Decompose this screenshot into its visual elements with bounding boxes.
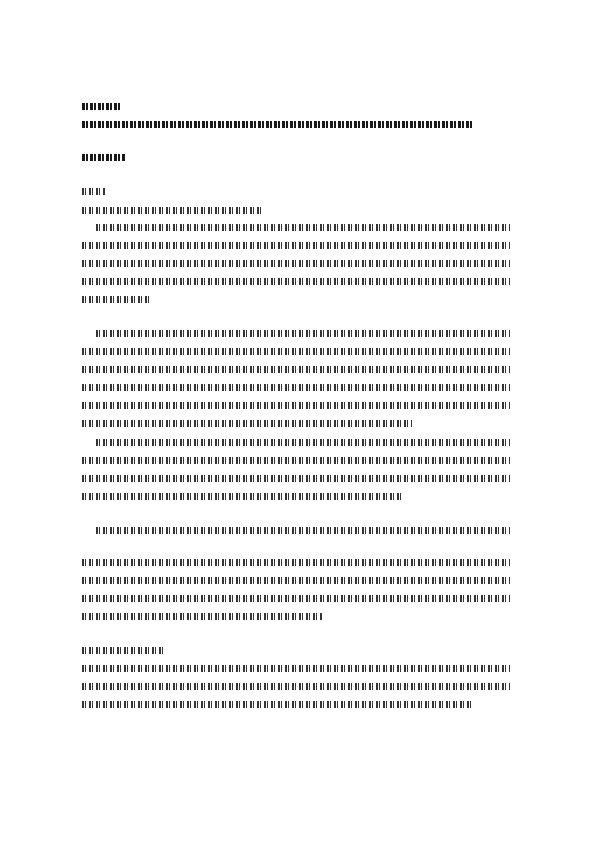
paragraph-1-line-5 bbox=[82, 296, 152, 303]
paragraph-6-line-1 bbox=[82, 665, 510, 672]
paragraph-2-line-6 bbox=[82, 420, 412, 427]
paragraph-3-line-1 bbox=[96, 439, 510, 446]
paragraph-4-line-1 bbox=[96, 527, 510, 534]
paragraph-5-line-4 bbox=[82, 613, 322, 620]
header-line-3 bbox=[82, 154, 126, 161]
header-line-1 bbox=[82, 103, 122, 110]
paragraph-3-line-3 bbox=[82, 475, 510, 482]
header-line-2 bbox=[82, 121, 472, 128]
paragraph-1-line-1 bbox=[96, 224, 510, 231]
section-heading-3 bbox=[82, 647, 164, 654]
paragraph-2-line-4 bbox=[82, 384, 510, 391]
paragraph-5-line-3 bbox=[82, 595, 510, 602]
paragraph-6-line-2 bbox=[82, 683, 510, 690]
paragraph-5-line-1 bbox=[82, 559, 510, 566]
paragraph-1-line-2 bbox=[82, 242, 510, 249]
paragraph-5-line-2 bbox=[82, 577, 510, 584]
paragraph-2-line-3 bbox=[82, 366, 510, 373]
paragraph-3-line-2 bbox=[82, 457, 510, 464]
paragraph-2-line-5 bbox=[82, 402, 510, 409]
paragraph-2-line-2 bbox=[82, 348, 510, 355]
paragraph-3-line-4 bbox=[82, 493, 402, 500]
paragraph-2-line-1 bbox=[96, 330, 510, 337]
paragraph-1-line-3 bbox=[82, 260, 510, 267]
section-heading-1 bbox=[82, 188, 106, 195]
section-heading-2 bbox=[82, 207, 262, 214]
paragraph-1-line-4 bbox=[82, 278, 510, 285]
paragraph-6-line-3 bbox=[82, 701, 472, 708]
